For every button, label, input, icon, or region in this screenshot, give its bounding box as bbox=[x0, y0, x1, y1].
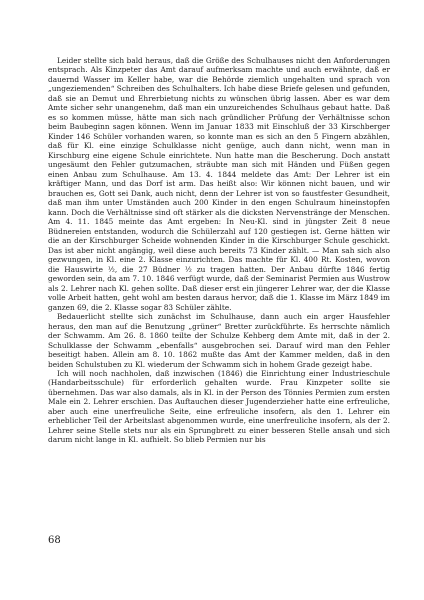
body-text bbox=[48, 56, 390, 445]
paragraph-3: Ich will noch nachholen, daß inzwischen (1846) die Einrichtung einer Industrieschule (Handarbeitsschule) für erforderlich gehalten wurde. Frau Kinzpeter sollte sie übernehmen. Das war also damals, als in Kl. in der Person des Tönnies Permien zum ersten Male ein 2. Lehrer erschien. Das Auftauchen dieser Jugenderzieher hatte eine erfreuliche, aber auch eine unerfreuliche Seite, eine erfreuliche insofern, als den 1. Lehrer ein erheblicher Teil der Arbeitslast abgenommen wurde, eine unerfreuliche insofern, als der 2. Lehrer seine Stelle stets nur als ein Sprungbrett zu einer besseren Stelle ansah und sich darum nicht lange in Kl. aufhielt. So blieb Permien nur bis bbox=[48, 368, 390, 445]
paragraph-2: Bedauerlicht stellte sich zunächst im Schulhause, dann auch ein arger Hausfehler heraus, den man auf die Benutzung „grüner“ Bretter zurückführte. Es herrschte nämlich der Schwamm. Am 26. 8. 1860 teilte der Schulze Kehberg dem Amte mit, daß in der 2. Schulklasse der Schwamm „ebenfalls“ ausgebrochen sei. Darauf wird man den Fehler beseitigt haben. Allein am 8. 10. 1862 mußte das Amt der Kammer melden, daß in den beiden Schulstuben zu Kl. wiederum der Schwamm sich in hohem Grade gezeigt habe. bbox=[48, 312, 390, 369]
paragraph-1: Leider stellte sich bald heraus, daß die Größe des Schulhauses nicht den Anforderungen entsprach. Als Kinzpeter das Amt darauf aufmerksam machte und auch erwähnte, daß er dauernd Wasser im Keller habe, war die Behörde ziemlich ungehalten und sprach von „ungeziemenden“ Schreiben des Schulhalters. Ich habe diese Briefe gelesen und gefunden, daß sie an Demut und Ehrerbietung nichts zu wünschen übrig lassen. Aber es war dem Amte sicher sehr unangenehm, daß man ein unzureichendes Schulhaus gebaut hatte. Daß es so kommen müsse, hätte man sich nach gründlicher Prüfung der Verhältnisse schon beim Baubeginn sagen können. Wenn im Januar 1833 mit Einschluß der 33 Kirschberger Kinder 146 Schüler vorhanden waren, so konnte man es sich an den 5 Fingern abzählen, daß für Kl. eine einzige Schulklasse nicht genüge, auch dann nicht, wenn man in Kirschburg eine eigene Schule einrichtete. Nun hatte man die Bescherung. Doch anstatt ungesäumt den Fehler gutzumachen, sträubte man sich mit Händen und Füßen gegen einen Anbau zum Schulhause. Am 13. 4. 1844 meldete das Amt: Der Lehrer ist ein kräftiger Mann, und das Dorf ist arm. Das heißt also: Wir können nicht bauen, und wir brauchen es, Gott sei Dank, auch nicht, denn der Lehrer ist von so faustfester Gesundheit, daß man ihm unter Umständen auch 200 Kinder in den engen Schulraum hineinstopfen kann. Doch die Verhältnisse sind oft stärker als die dicksten Nervenstränge der Menschen. Am 4. 11. 1845 meinte das Amt ergeben: In Neu-Kl. sind in jüngster Zeit 8 neue Büdnereien entstanden, wodurch die Schülerzahl auf 120 gestiegen ist. Gerne hätten wir die an der Kirschburger Scheide wohnenden Kinder in die Kirschburger Schule geschickt. Das ist aber nicht angängig, weil diese auch bereits 73 Kinder zählt. — Man sah sich also gezwungen, in Kl. eine 2. Klasse einzurichten. Das machte für Kl. 400 Rt. Kosten, wovon die Hauswirte ½, die 27 Büdner ½ zu tragen hatten. Der Anbau dürfte 1846 fertig geworden sein, da am 7. 10. 1846 verfügt wurde, daß der Seminarist Permien aus Wustrow als 2. Lehrer nach Kl. gehen sollte. Daß dieser erst ein jüngerer Lehrer war, der die Klasse volle Arbeit hatten, geht wohl am besten daraus hervor, daß die 1. Klasse im März 1849 im ganzen 69, die 2. Klasse sogar 83 Schüler zählte. bbox=[48, 56, 390, 312]
page-number: 68 bbox=[48, 535, 61, 546]
